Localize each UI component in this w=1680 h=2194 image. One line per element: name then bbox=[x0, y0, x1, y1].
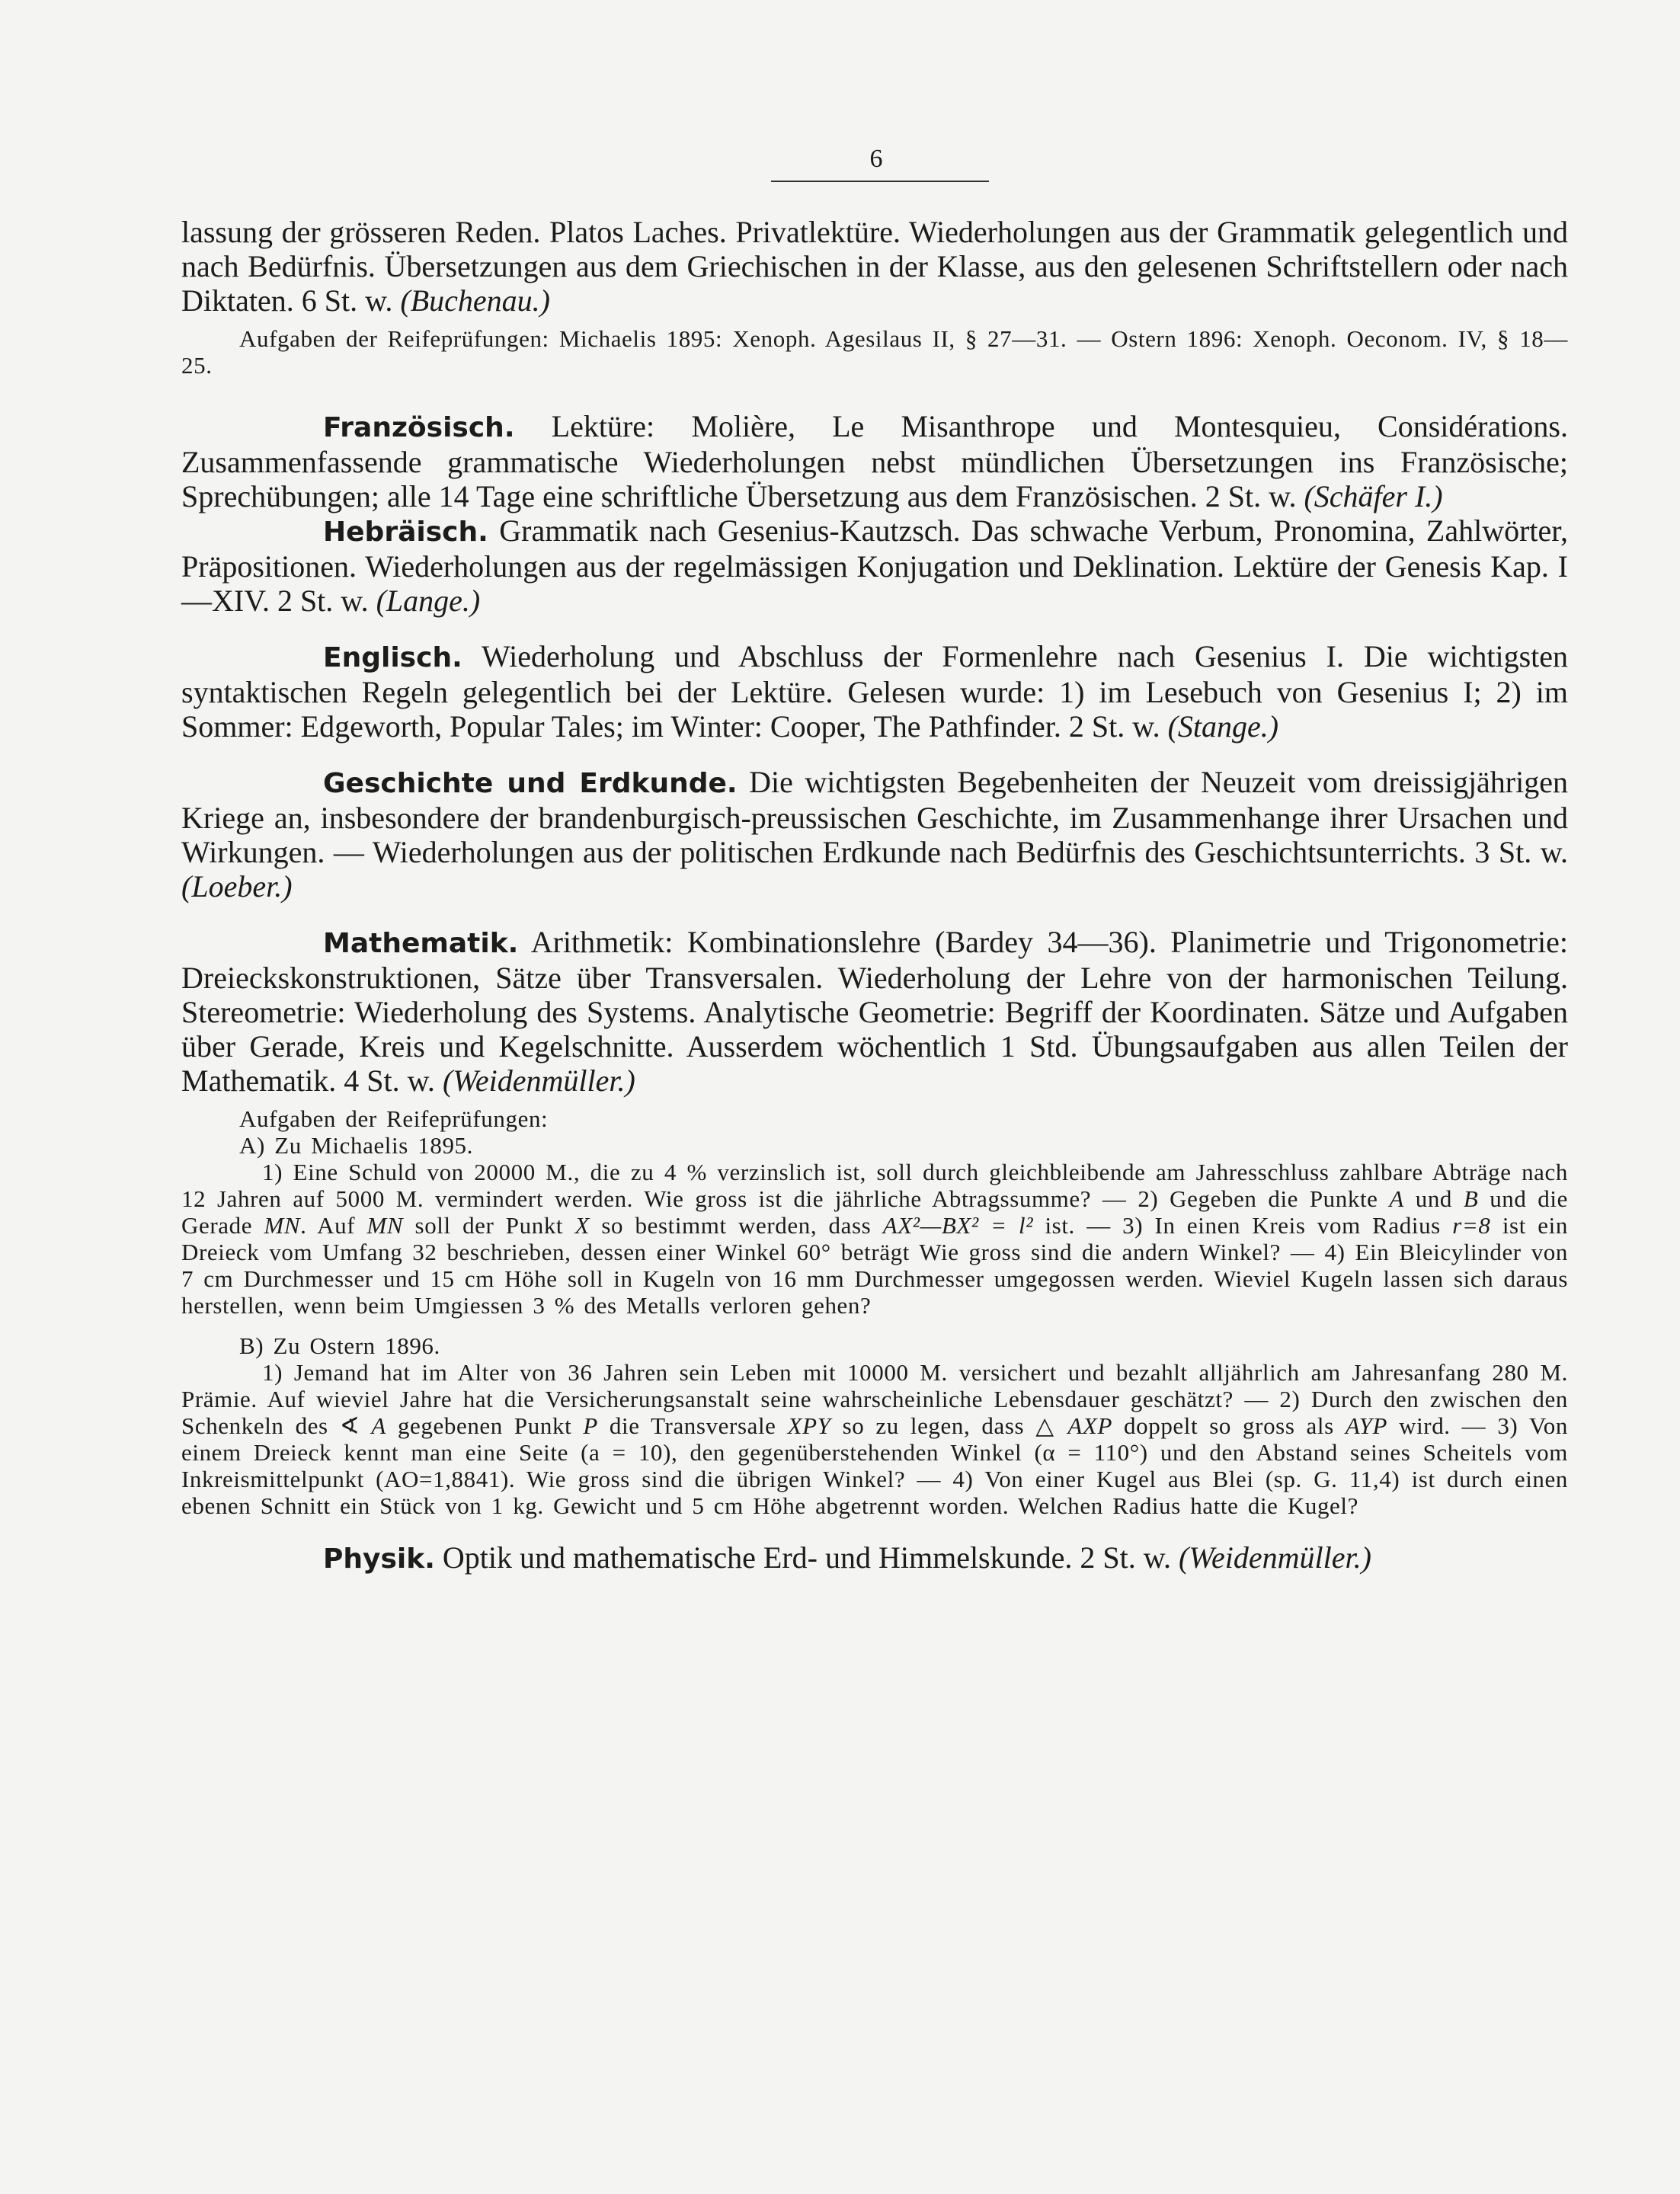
franzoesisch-teacher: (Schäfer I.) bbox=[1304, 479, 1443, 513]
tasks-a-part6: ist. — 3) In einen Kreis vom Radius bbox=[1045, 1212, 1441, 1239]
tasks-b-part1: 1) Jemand hat im Alter von 36 Jahren sein Leben mit 10000 M. versichert und bezahlt alljährlich am Jahresanfang 280 M. Prämie. Auf wieviel Jahre hat die Versicherungsanstalt seine wahrscheinliche Lebensdauer geschätzt? — 2) Durch den zwischen den Schenkeln des ∢ bbox=[181, 1359, 1568, 1439]
mathematik-section-a: A) Zu Michaelis 1895. bbox=[239, 1132, 473, 1159]
tasks-a-part1: 1) Eine Schuld von 20000 M., die zu 4 % verzinslich ist, soll durch gleichbleibende am Jahresschluss zahlbare Abträge nach 12 Jahren auf 5000 M. vermindert werden. Wie gross ist die jährliche Abtragssumme? — 2) Gegeben die Punkte bbox=[181, 1159, 1568, 1212]
englisch-paragraph bbox=[181, 639, 1568, 744]
triangle-axp: AXP bbox=[1067, 1412, 1112, 1439]
greek-paragraph bbox=[181, 215, 1568, 318]
point-a: A bbox=[1389, 1185, 1404, 1212]
hebraeisch-paragraph bbox=[181, 513, 1568, 618]
tasks-b-part4: so zu legen, dass △ bbox=[842, 1412, 1057, 1439]
tasks-a-part7: ist ein Dreieck vom Umfang 32 beschrieben, dessen einer Winkel 60° beträgt Wie gross sind die andern Winkel? — 4) Ein Bleicylinder von 7 cm Durchmesser und 15 cm Höhe soll in Kugeln von 16 mm Durchmesser umgegossen werden. Wieviel Kugeln lassen sich daraus herstellen, wenn beim Umgiessen 3 % des Metalls verloren gehen? bbox=[181, 1212, 1568, 1319]
englisch-text: Wiederholung und Abschluss der Formenlehre nach Gesenius I. Die wichtigsten syntaktischen Regeln gelegentlich bei der Lektüre. Gelesen wurde: 1) im Lesebuch von Gesenius I; 2) im Sommer: Edgeworth, Popular Tales; im Winter: Cooper, The Pathfinder. 2 St. w. bbox=[181, 639, 1569, 744]
greek-exam-note: Aufgaben der Reifeprüfungen: Michaelis 1895: Xenoph. Agesilaus II, § 27—31. — Ostern 1896: Xenoph. Oeconom. IV, § 18—25. bbox=[181, 325, 1568, 379]
line-mn: MN bbox=[264, 1212, 301, 1239]
hebraeisch-text: Grammatik nach Gesenius-Kautzsch. Das schwache Verbum, Pronomina, Zahlwörter, Präpositionen. Wiederholungen aus der regelmässigen Konjugation und Deklination. Lektüre der Genesis Kap. I—XIV. 2 St. w. bbox=[181, 513, 1569, 618]
mathematik-teacher: (Weidenmüller.) bbox=[442, 1063, 635, 1098]
physik-paragraph bbox=[181, 1540, 1568, 1576]
page-number: 6 bbox=[869, 145, 883, 173]
hebraeisch-teacher: (Lange.) bbox=[376, 584, 481, 618]
line-mn-2: MN bbox=[366, 1212, 404, 1239]
geschichte-paragraph bbox=[181, 765, 1568, 904]
greek-teacher: (Buchenau.) bbox=[400, 283, 550, 318]
mathematik-tasks-b bbox=[181, 1359, 1568, 1519]
triangle-ayp: AYP bbox=[1345, 1412, 1388, 1439]
tasks-b-part2: gegebenen Punkt bbox=[397, 1412, 572, 1439]
mathematik-section-b: B) Zu Ostern 1896. bbox=[239, 1332, 440, 1359]
physik-text: Optik und mathematische Erd- und Himmelskunde. 2 St. w. bbox=[442, 1540, 1172, 1575]
physik-heading: Physik. bbox=[323, 1543, 435, 1575]
greek-text: lassung der grösseren Reden. Platos Laches. Privatlektüre. Wiederholungen aus der Grammatik gelegentlich und nach Bedürfnis. Übersetzungen aus dem Griechischen in der Klasse, aus den gelesenen Schriftstellern oder nach Diktaten. 6 St. w. bbox=[181, 215, 1568, 318]
point-x: X bbox=[574, 1212, 590, 1239]
englisch-heading: Englisch. bbox=[323, 642, 462, 673]
physik-teacher: (Weidenmüller.) bbox=[1179, 1540, 1371, 1575]
page-body bbox=[181, 215, 1568, 1576]
tasks-a-part4: soll der Punkt bbox=[414, 1212, 564, 1239]
geschichte-teacher: (Loeber.) bbox=[181, 869, 293, 904]
franzoesisch-heading: Französisch. bbox=[323, 412, 515, 443]
mathematik-text: Arithmetik: Kombinationslehre (Bardey 34—36). Planimetrie und Trigonometrie: Dreieckskonstruktionen, Sätze über Transversalen. Wiederholung der Lehre von der harmonischen Teilung. Stereometrie: Wiederholung des Systems. Analytische Geometrie: Begriff der Koordinaten. Sätze und Aufgaben über Gerade, Kreis und Kegelschnitte. Ausserdem wöchentlich 1 Std. Übungsaufgaben aus allen Teilen der Mathematik. 4 St. w. bbox=[181, 925, 1568, 1098]
tasks-a-part3: . Auf bbox=[300, 1212, 356, 1239]
englisch-teacher: (Stange.) bbox=[1167, 709, 1279, 744]
transversal-xpy: XPY bbox=[787, 1412, 831, 1439]
point-p: P bbox=[583, 1412, 598, 1439]
franzoesisch-text: Lektüre: Molière, Le Misanthrope und Montesquieu, Considérations. Zusammenfassende grammatische Wiederholungen nebst mündlichen Übersetzungen ins Französische; Sprechübungen; alle 14 Tage eine schriftliche Übersetzung aus dem Französischen. 2 St. w. bbox=[181, 409, 1568, 513]
mathematik-paragraph bbox=[181, 925, 1568, 1098]
mathematik-exam-title: Aufgaben der Reifeprüfungen: bbox=[239, 1105, 549, 1132]
tasks-b-part6: wird. — 3) Von einem Dreieck kennt man eine Seite (a = 10), den gegenüberstehenden Winkel (α = 110°) und den Abstand seines Scheitels vom Inkreismittelpunkt (AO=1,8841). Wie gross sind die übrigen Winkel? — 4) Von einer Kugel aus Blei (sp. G. 11,4) ist durch einen ebenen Schnitt ein Stück von 1 kg. Gewicht und 5 cm Höhe abgetrennt worden. Welchen Radius hatte die Kugel? bbox=[181, 1412, 1569, 1519]
equation: AX²—BX² = l² bbox=[882, 1212, 1034, 1239]
tasks-a-und: und bbox=[1415, 1185, 1453, 1212]
franzoesisch-paragraph bbox=[181, 409, 1568, 513]
header-rule bbox=[771, 181, 989, 182]
geschichte-heading: Geschichte und Erdkunde. bbox=[323, 768, 738, 799]
geschichte-text: Die wichtigsten Begebenheiten der Neuzeit vom dreissigjährigen Kriege an, insbesondere der brandenburgisch-preussischen Geschichte, im Zusammenhange ihrer Ursachen und Wirkungen. — Wiederholungen aus der politischen Erdkunde nach Bedürfnis des Geschichtsunterrichts. 3 St. w. bbox=[181, 765, 1568, 869]
tasks-b-part5: doppelt so gross als bbox=[1124, 1412, 1334, 1439]
point-b: B bbox=[1463, 1185, 1479, 1212]
hebraeisch-heading: Hebräisch. bbox=[323, 517, 488, 548]
radius-value: r=8 bbox=[1452, 1212, 1491, 1239]
tasks-a-part5: so bestimmt werden, dass bbox=[601, 1212, 872, 1239]
mathematik-heading: Mathematik. bbox=[323, 928, 519, 959]
tasks-b-part3: die Transversale bbox=[609, 1412, 776, 1439]
mathematik-tasks-a bbox=[181, 1159, 1568, 1319]
tasks-a-part2: und die Gerade bbox=[181, 1185, 1568, 1239]
angle-a: A bbox=[371, 1412, 386, 1439]
